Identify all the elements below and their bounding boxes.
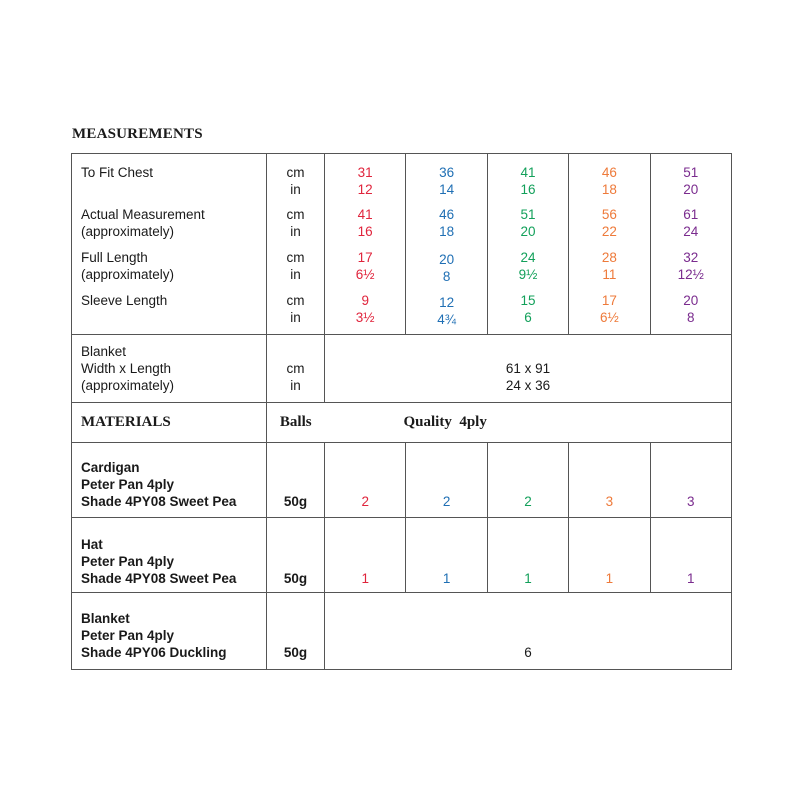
value: 9½: [518, 267, 538, 282]
blanket-values-cell: [325, 335, 732, 403]
blanket-measurement-row: [72, 335, 732, 403]
label-actual-measurement: Actual Measurement: [81, 207, 205, 222]
balls-heading: Balls: [279, 414, 312, 430]
measurement-rows: [72, 154, 732, 335]
value: 9: [361, 293, 369, 308]
size-column-2: [406, 154, 487, 335]
value: 41: [520, 165, 536, 180]
ball-count: 1: [442, 571, 451, 586]
materials-header-row: [72, 403, 732, 443]
item-name-hat: Hat: [81, 537, 103, 552]
blanket-count-cell: [325, 593, 732, 670]
value: 4¾: [437, 312, 456, 327]
size-column-4: [569, 154, 650, 335]
item-yarn: Peter Pan 4ply: [81, 628, 175, 643]
item-shade: Shade 4PY06 Duckling: [81, 645, 227, 660]
item-shade: Shade 4PY08 Sweet Pea: [81, 571, 237, 586]
value: 18: [439, 224, 455, 239]
ball-count: 2: [524, 494, 532, 509]
unit-cm: cm: [286, 250, 305, 265]
value: 12: [357, 182, 373, 197]
value: 61: [683, 207, 699, 222]
value: 6: [524, 310, 532, 325]
value: 31: [357, 165, 373, 180]
blanket-material-row: [72, 593, 732, 670]
ball-count: 2: [442, 494, 451, 509]
value: 17: [357, 250, 373, 265]
hat-count-size-3: [487, 518, 568, 593]
size-column-3: [487, 154, 568, 335]
value: 46: [601, 165, 617, 180]
label-sleeve-length: Sleeve Length: [81, 293, 168, 308]
value: 46: [439, 207, 455, 222]
materials-heading: MATERIALS: [81, 414, 171, 430]
hat-count-size-2: [406, 518, 487, 593]
value: 20: [520, 224, 536, 239]
quality-heading: Quality 4ply: [403, 414, 487, 430]
hat-count-size-4: [569, 518, 650, 593]
value: 17: [601, 293, 617, 308]
value: 14: [439, 182, 455, 197]
value: 51: [520, 207, 536, 222]
cardigan-material-row: [72, 443, 732, 518]
unit-in: in: [290, 267, 301, 282]
measurement-units-cell: [267, 154, 325, 335]
label-width-length: Width x Length: [81, 361, 172, 376]
value: 24: [520, 250, 536, 265]
value: 20: [439, 252, 455, 267]
hat-label-cell: [72, 518, 267, 593]
unit-cm: cm: [286, 207, 305, 222]
cardigan-count-size-3: [487, 443, 568, 518]
hat-material-row: [72, 518, 732, 593]
value: 41: [357, 207, 373, 222]
value: 20: [683, 182, 699, 197]
cardigan-count-size-4: [569, 443, 650, 518]
hat-count-size-5: [650, 518, 731, 593]
item-yarn: Peter Pan 4ply: [81, 554, 175, 569]
unit-in: in: [290, 378, 301, 393]
materials-heading-cell: [72, 403, 267, 443]
measurements-heading: MEASUREMENTS: [72, 126, 203, 142]
value: 24: [683, 224, 699, 239]
unit-in: in: [290, 182, 301, 197]
value: 12: [439, 295, 455, 310]
value: 22: [601, 224, 617, 239]
label-full-length: Full Length: [81, 250, 148, 265]
value: 36: [439, 165, 455, 180]
size-column-5: [650, 154, 731, 335]
item-yarn: Peter Pan 4ply: [81, 477, 175, 492]
blanket-label-cell: [72, 335, 267, 403]
balls-header-cell: [267, 403, 325, 443]
ball-count: 2: [361, 494, 369, 509]
measurement-labels-cell: [72, 154, 267, 335]
ball-weight: 50g: [283, 645, 308, 660]
size-column-1: [325, 154, 406, 335]
label-blanket-approx: (approximately): [81, 378, 175, 393]
cardigan-label-cell: [72, 443, 267, 518]
measurements-table: [71, 153, 732, 670]
ball-count: 1: [524, 571, 532, 586]
ball-count: 1: [605, 571, 614, 586]
unit-cm: cm: [286, 165, 305, 180]
cardigan-weight-cell: [267, 443, 325, 518]
value: 51: [683, 165, 699, 180]
ball-weight: 50g: [283, 571, 308, 586]
ball-count: 3: [605, 494, 614, 509]
blanket-material-label-cell: [72, 593, 267, 670]
value: 8: [442, 269, 451, 284]
item-name-cardigan: Cardigan: [81, 460, 140, 475]
ball-count: 1: [361, 571, 369, 586]
value: 56: [601, 207, 617, 222]
unit-cm: cm: [286, 361, 305, 376]
unit-in: in: [290, 310, 301, 325]
label-to-fit-chest: To Fit Chest: [81, 165, 154, 180]
value: 16: [520, 182, 536, 197]
hat-count-size-1: [325, 518, 406, 593]
value: 12½: [677, 267, 704, 282]
value: 28: [601, 250, 617, 265]
blanket-cm-value: 61 x 91: [505, 361, 551, 376]
item-name-blanket: Blanket: [81, 611, 130, 626]
value: 8: [687, 310, 695, 325]
value: 6½: [599, 310, 619, 325]
value: 20: [683, 293, 699, 308]
ball-weight: 50g: [283, 494, 308, 509]
ball-count: 1: [687, 571, 695, 586]
value: 3½: [355, 310, 375, 325]
unit-cm: cm: [286, 293, 305, 308]
unit-in: in: [290, 224, 301, 239]
value: 15: [520, 293, 536, 308]
ball-count: 3: [687, 494, 695, 509]
cardigan-count-size-1: [325, 443, 406, 518]
label-actual-approx: (approximately): [81, 224, 175, 239]
blanket-in-value: 24 x 36: [505, 378, 551, 393]
quality-header-cell: [325, 403, 732, 443]
label-full-length-approx: (approximately): [81, 267, 175, 282]
ball-count: 6: [524, 645, 532, 660]
cardigan-count-size-5: [650, 443, 731, 518]
cardigan-count-size-2: [406, 443, 487, 518]
value: 18: [601, 182, 617, 197]
item-shade: Shade 4PY08 Sweet Pea: [81, 494, 237, 509]
blanket-weight-cell: [267, 593, 325, 670]
value: 32: [683, 250, 699, 265]
hat-weight-cell: [267, 518, 325, 593]
value: 11: [602, 267, 617, 282]
value: 6½: [355, 267, 375, 282]
blanket-units-cell: [267, 335, 325, 403]
value: 16: [357, 224, 373, 239]
label-blanket: Blanket: [81, 344, 127, 359]
